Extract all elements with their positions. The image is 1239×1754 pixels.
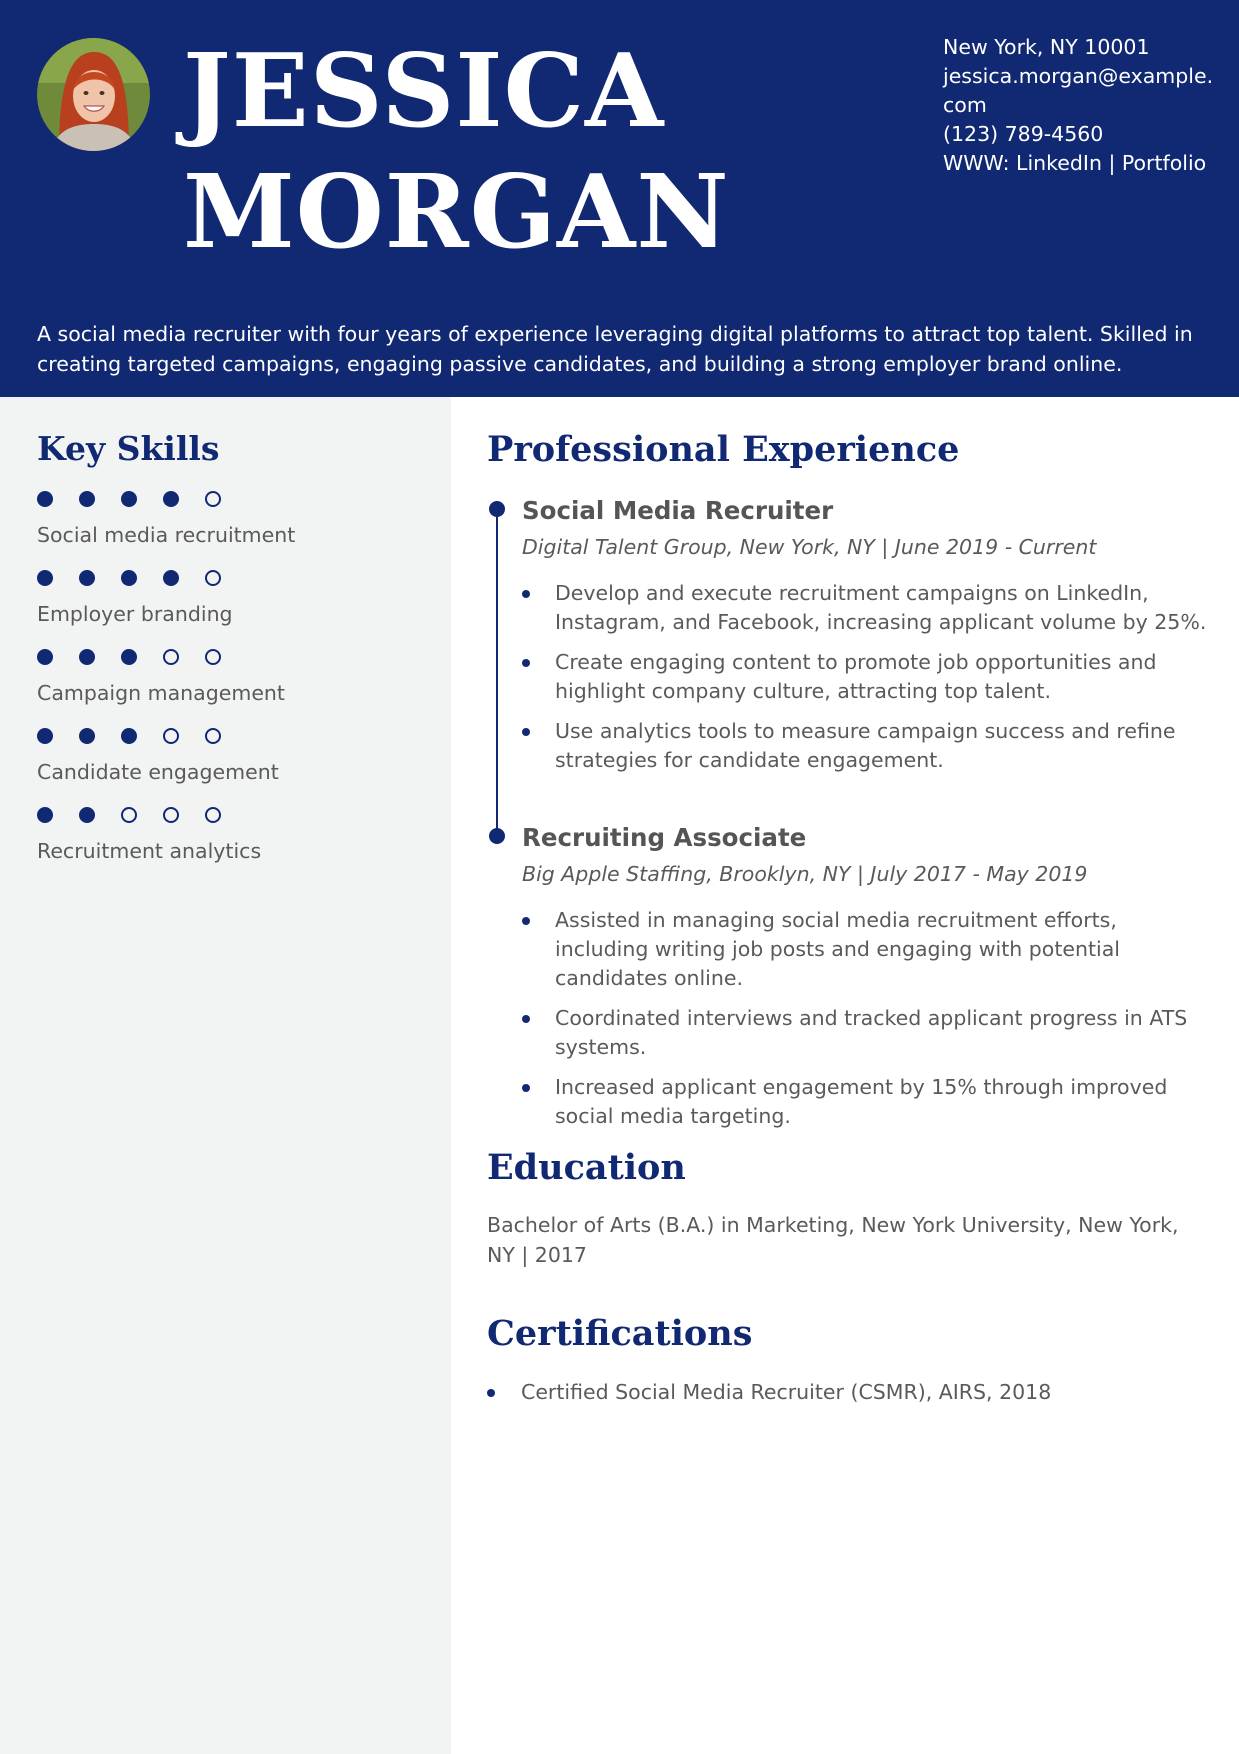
skill-label: Candidate engagement [37,760,279,784]
job-meta: Digital Talent Group, New York, NY | June 2019 - Current [522,535,1097,559]
job-entry [522,495,1212,786]
timeline-node [489,501,505,517]
bullet-text: Assisted in managing social media recruitment efforts, including writing job posts and engaging with potential candidates online. [555,908,1120,990]
skills-title: Key Skills [37,429,220,468]
list-item [487,1378,1207,1407]
skill-rating [37,570,417,586]
rating-dot-empty [205,807,221,823]
list-item [522,906,1212,993]
first-name: JESSICA [183,31,665,150]
rating-dot-filled [163,570,179,586]
rating-dot-filled [79,649,95,665]
skill-label: Recruitment analytics [37,839,262,863]
skill-item [37,807,417,865]
skill-item [37,491,417,549]
rating-dot-filled [121,728,137,744]
bullet-icon [522,1015,530,1023]
skill-item [37,570,417,628]
rating-dot-empty [121,807,137,823]
education-entry: Bachelor of Arts (B.A.) in Marketing, New York University, New York, NY | 2017 [487,1213,1179,1267]
rating-dot-empty [163,649,179,665]
bullet-text: Coordinated interviews and tracked applicant progress in ATS systems. [555,1006,1188,1059]
rating-dot-filled [121,570,137,586]
contact-location: New York, NY 10001 [943,35,1150,59]
rating-dot-filled [79,807,95,823]
bullet-text: Use analytics tools to measure campaign success and refine strategies for candidate engagement. [555,719,1176,772]
rating-dot-filled [79,570,95,586]
rating-dot-empty [163,728,179,744]
job-bullets [522,579,1212,775]
contact-info [943,33,1213,178]
rating-dot-filled [79,728,95,744]
skill-item [37,728,417,786]
skill-rating [37,491,417,507]
candidate-name [183,30,730,272]
avatar [37,38,150,151]
rating-dot-filled [37,491,53,507]
profile-photo [37,38,150,151]
rating-dot-filled [121,491,137,507]
bullet-icon [522,659,530,667]
bullet-icon [487,1389,495,1397]
list-item [522,717,1212,775]
skill-rating [37,649,417,665]
rating-dot-empty [205,728,221,744]
profile-summary: A social media recruiter with four years of experience leveraging digital platforms to attract top talent. Skilled in creating targeted campaigns, engaging passive candidates, and building a strong employer brand online. [37,322,1193,376]
rating-dot-empty [205,649,221,665]
contact-email[interactable]: jessica.morgan@example. [943,64,1214,88]
job-bullets [522,906,1212,1131]
rating-dot-filled [121,649,137,665]
skill-label: Employer branding [37,602,233,626]
header-banner [0,0,1239,397]
rating-dot-empty [205,570,221,586]
contact-phone: (123) 789-4560 [943,122,1104,146]
job-entry [522,822,1212,1142]
skill-rating [37,807,417,823]
bullet-text: Increased applicant engagement by 15% through improved social media targeting. [555,1075,1168,1128]
list-item [522,1004,1212,1062]
contact-links[interactable]: WWW: LinkedIn | Portfolio [943,151,1207,175]
education-title: Education [487,1147,686,1188]
bullet-icon [522,728,530,736]
certifications-list [487,1378,1207,1407]
experience-title: Professional Experience [487,429,960,470]
last-name: MORGAN [183,152,730,271]
job-title: Recruiting Associate [522,823,807,852]
job-title: Social Media Recruiter [522,496,834,525]
job-meta: Big Apple Staffing, Brooklyn, NY | July 2017 - May 2019 [522,862,1088,886]
rating-dot-empty [205,491,221,507]
list-item [522,1073,1212,1131]
skill-label: Social media recruitment [37,523,296,547]
bullet-text: Develop and execute recruitment campaigns on LinkedIn, Instagram, and Facebook, increasing applicant volume by 25%. [555,581,1207,634]
rating-dot-filled [37,728,53,744]
rating-dot-empty [163,807,179,823]
list-item [522,648,1212,706]
contact-email-continued[interactable]: com [943,93,987,117]
bullet-icon [522,1084,530,1092]
rating-dot-filled [163,491,179,507]
timeline-line [496,508,498,836]
bullet-icon [522,590,530,598]
bullet-icon [522,917,530,925]
certifications-title: Certifications [487,1313,753,1354]
skill-item [37,649,417,707]
list-item [522,579,1212,637]
rating-dot-filled [37,570,53,586]
rating-dot-filled [37,807,53,823]
rating-dot-filled [79,491,95,507]
skill-label: Campaign management [37,681,285,705]
skill-rating [37,728,417,744]
certification-text: Certified Social Media Recruiter (CSMR), AIRS, 2018 [521,1380,1052,1404]
bullet-text: Create engaging content to promote job opportunities and highlight company culture, attracting top talent. [555,650,1157,703]
rating-dot-filled [37,649,53,665]
timeline-node [489,828,505,844]
